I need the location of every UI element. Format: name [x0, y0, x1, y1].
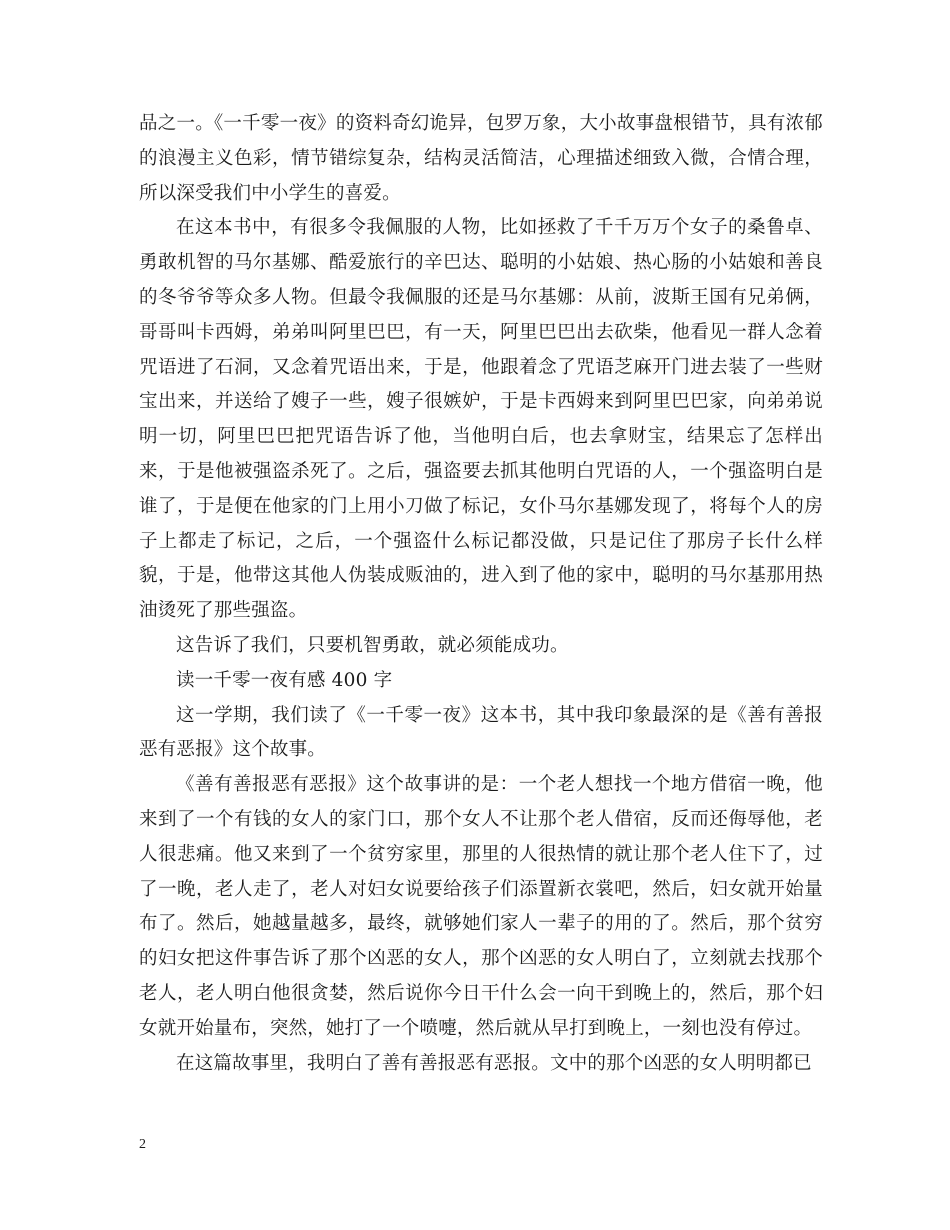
- section-heading: 读一千零一夜有感 400 字: [176, 669, 393, 691]
- paragraph-story: 《善有善报恶有恶报》这个故事讲的是：一个老人想找一个地方借宿一晚，他来到了一个有钱的女人的家门口，那个女人不让那个老人借宿，反而还侮辱他，老人很悲痛。他又来到了一个贫穷家里，那里的人很热情的就让那个老人住下了，过了一晚，老人走了，老人对妇女说要给孩子们添置新衣裳吧，然后，妇女就开始量布了。然后，她越量越多，最终，就够她们家人一辈子的用的了。然后，那个贫穷的妇女把这件事告诉了那个凶恶的女人，那个凶恶的女人明白了，立刻就去找那个老人，老人明白他很贪婪，然后说你今日干什么会一向干到晚上的，然后，那个妇女就开始量布，突然，她打了一个喷嚏，然后就从早打到晚上，一刻也没有停过。: [139, 774, 823, 1039]
- document-body: [139, 107, 823, 1081]
- paragraph-intro: 这一学期，我们读了《一千零一夜》这本书，其中我印象最深的是《善有善报恶有恶报》这个故事。: [139, 704, 823, 761]
- paragraph-continuation: 品之一。《一千零一夜》的资料奇幻诡异，包罗万象，大小故事盘根错节，具有浓郁的浪漫主义色彩，情节错综复杂，结构灵活简洁，心理描述细致入微，合情合理，所以深受我们中小学生的喜爱。: [139, 113, 823, 204]
- paragraph-moral: 这告诉了我们，只要机智勇敢，就必须能成功。: [176, 634, 569, 656]
- page-number: 2: [139, 1137, 146, 1152]
- paragraph-characters: 在这本书中，有很多令我佩服的人物，比如拯救了千千万万个女子的桑鲁卓、勇敢机智的马尔基娜、酷爱旅行的辛巴达、聪明的小姑娘、热心肠的小姑娘和善良的冬爷爷等众多人物。但最令我佩服的还是马尔基娜：从前，波斯王国有兄弟俩，哥哥叫卡西姆，弟弟叫阿里巴巴，有一天，阿里巴巴出去砍柴，他看见一群人念着咒语进了石洞，又念着咒语出来，于是，他跟着念了咒语芝麻开门进去装了一些财宝出来，并送给了嫂子一些，嫂子很嫉妒，于是卡西姆来到阿里巴巴家，向弟弟说明一切，阿里巴巴把咒语告诉了他，当他明白后，也去拿财宝，结果忘了怎样出来，于是他被强盗杀死了。之后，强盗要去抓其他明白咒语的人，一个强盗明白是谁了，于是便在他家的门上用小刀做了标记，女仆马尔基娜发现了，将每个人的房子上都走了标记，之后，一个强盗什么标记都没做，只是记住了那房子长什么样貌，于是，他带这其他人伪装成贩油的，进入到了他的家中，聪明的马尔基那用热油烫死了那些强盗。: [139, 217, 823, 622]
- paragraph-reflection: 在这篇故事里，我明白了善有善报恶有恶报。文中的那个凶恶的女人明明都已: [176, 1052, 812, 1074]
